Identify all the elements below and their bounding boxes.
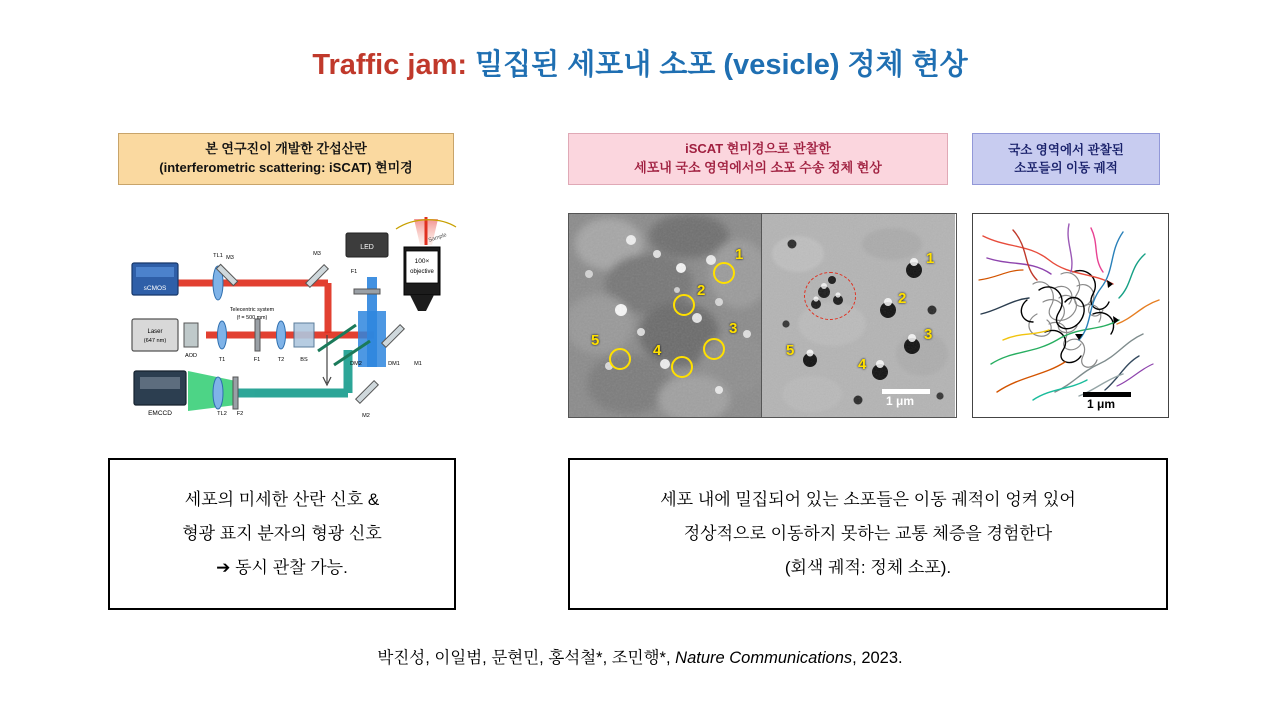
textbox-right-line1: 세포 내에 밀집되어 있는 소포들은 이동 궤적이 엉켜 있어 <box>660 490 1076 509</box>
panel-iscat-raw <box>568 213 762 418</box>
optical-setup-figure <box>118 215 463 440</box>
svg-text:DM1: DM1 <box>388 361 400 367</box>
textbox-right-line2: 정상적으로 이동하지 못하는 교통 체증을 경험한다 <box>683 524 1053 543</box>
textbox-right <box>568 458 1168 610</box>
vesicle-label-b-1: 1 <box>926 250 935 267</box>
svg-text:Sample: Sample <box>427 232 448 244</box>
svg-text:T1: T1 <box>218 357 226 363</box>
page-title <box>0 42 1280 83</box>
filter-f1-left <box>255 319 260 351</box>
panel-trajectories <box>972 213 1169 418</box>
vesicle-label-b-3: 3 <box>924 326 933 343</box>
vesicle-circle-4 <box>671 356 693 378</box>
sample-illumination <box>396 217 456 245</box>
lens-t1 <box>218 321 227 349</box>
svg-text:F1: F1 <box>350 269 358 275</box>
scalebar-b-label: 1 μm <box>886 394 915 408</box>
vesicle-label-5: 5 <box>591 332 600 349</box>
vesicle-label-3: 3 <box>729 320 738 337</box>
caption-right-line2: 소포들의 이동 궤적 <box>1014 161 1118 175</box>
filter-f2 <box>233 377 238 409</box>
svg-text:F2: F2 <box>236 411 244 417</box>
svg-text:(f = 500 mm): (f = 500 mm) <box>236 315 268 321</box>
citation-journal: Nature Communications <box>675 649 853 667</box>
vesicle-label-b-2: 2 <box>898 290 907 307</box>
vesicle-circle-1 <box>713 262 735 284</box>
textbox-left-line3: ➔ 동시 관찰 가능. <box>216 558 348 577</box>
vesicle-label-1: 1 <box>735 246 744 263</box>
scmos-camera <box>132 263 178 295</box>
laser-source <box>132 319 178 351</box>
caption-left-line2: (interferometric scattering: iSCAT) 현미경 <box>159 160 413 175</box>
svg-text:M2: M2 <box>362 413 370 419</box>
lens-t2 <box>277 321 286 349</box>
textbox-right-line3: (회색 궤적: 정체 소포). <box>784 558 952 577</box>
caption-right <box>972 133 1160 185</box>
cluster-highlight-circle <box>804 272 856 320</box>
citation-authors: 박진성, 이일범, 문현민, 홍석철*, 조민행*, <box>377 649 676 667</box>
vesicle-label-b-4: 4 <box>858 356 867 373</box>
emccd-camera <box>134 371 186 417</box>
title-red-part: Traffic jam: <box>312 49 468 81</box>
vesicle-label-4: 4 <box>653 342 662 359</box>
svg-text:M3: M3 <box>226 255 234 261</box>
svg-text:T2: T2 <box>277 357 285 363</box>
svg-text:EMCCD: EMCCD <box>148 410 172 417</box>
lens-tl2 <box>213 377 223 409</box>
svg-text:sCMOS: sCMOS <box>143 285 167 292</box>
svg-text:objective: objective <box>410 269 434 275</box>
svg-text:TL2: TL2 <box>217 411 227 417</box>
vesicle-circle-5 <box>609 348 631 370</box>
textbox-left-line1: 세포의 미세한 산란 신호 & <box>184 490 380 509</box>
objective-lens <box>404 247 440 311</box>
svg-text:F1: F1 <box>253 357 261 363</box>
filter-f1-top <box>354 289 380 294</box>
vesicle-circle-3 <box>703 338 725 360</box>
title-blue-part: 밀집된 세포내 소포 (vesicle) 정체 현상 <box>467 49 968 81</box>
caption-left <box>118 133 454 185</box>
svg-text:M1: M1 <box>414 361 422 367</box>
panel-iscat-processed <box>762 213 957 418</box>
vesicle-label-2: 2 <box>697 282 706 299</box>
led-source <box>346 233 388 257</box>
vesicle-label-b-5: 5 <box>786 342 795 359</box>
caption-middle <box>568 133 948 185</box>
svg-text:AOD: AOD <box>184 353 198 359</box>
svg-text:BS: BS <box>300 357 308 363</box>
textbox-left-line2: 형광 표지 분자의 형광 신호 <box>182 524 382 543</box>
caption-right-line1: 국소 영역에서 관찰된 <box>1008 142 1124 157</box>
scalebar-c-label: 1 μm <box>1087 397 1116 411</box>
citation <box>0 644 1280 668</box>
caption-middle-line2: 세포내 국소 영역에서의 소포 수송 정체 현상 <box>634 160 882 175</box>
caption-left-line1: 본 연구진이 개발한 간섭산란 <box>205 141 367 157</box>
vesicle-circle-2 <box>673 294 695 316</box>
svg-text:TL1: TL1 <box>213 253 223 259</box>
textbox-left <box>108 458 456 610</box>
svg-text:Telecentric system: Telecentric system <box>229 307 275 313</box>
beamsplitter <box>294 323 314 347</box>
svg-text:(647 nm): (647 nm) <box>143 338 167 344</box>
caption-middle-line1: iSCAT 현미경으로 관찰한 <box>685 141 831 157</box>
svg-text:DM2: DM2 <box>350 361 362 367</box>
svg-text:LED: LED <box>360 244 374 251</box>
svg-text:M3: M3 <box>313 251 321 257</box>
citation-year: , 2023. <box>852 649 903 667</box>
svg-text:Laser: Laser <box>147 329 163 335</box>
svg-text:100×: 100× <box>414 258 430 265</box>
aod-module <box>184 323 198 359</box>
